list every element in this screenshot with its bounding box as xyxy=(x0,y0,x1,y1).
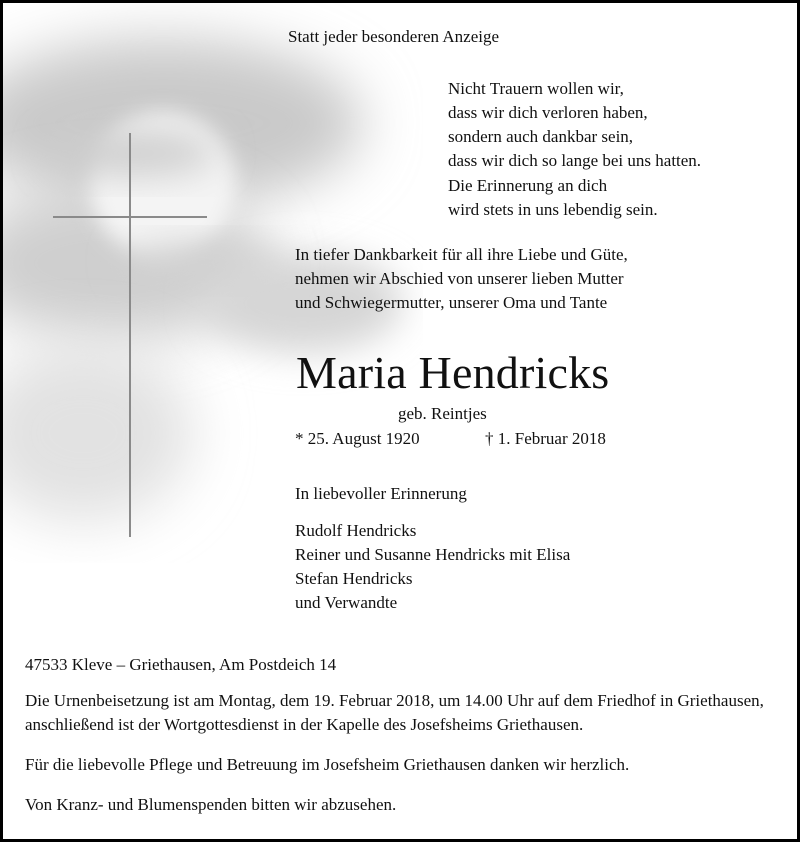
cloud-over-moon xyxy=(123,243,283,279)
poem-line: Die Erinnerung an dich xyxy=(448,176,608,195)
poem-verse-1 xyxy=(448,77,701,173)
address: 47533 Kleve – Griethausen, Am Postdeich 14 xyxy=(25,655,337,674)
deceased-name: Maria Hendricks xyxy=(296,347,610,398)
burial-info: Die Urnenbeisetzung ist am Montag, dem 19. Februar 2018, um 14.00 Uhr auf dem Friedhof in Griethausen, anschließend ist der Wortgottesdienst in der Kapelle des Josefsheims Griethausen. xyxy=(25,691,764,734)
maiden-name: geb. Reintjes xyxy=(398,404,487,423)
poem-line: sondern auch dankbar sein, xyxy=(448,127,634,146)
flower-note: Von Kranz- und Blumenspenden bitten wir abzusehen. xyxy=(25,795,397,814)
intro-text xyxy=(295,243,628,315)
memory-line: In liebevoller Erinnerung xyxy=(295,484,467,503)
birth-date: * 25. August 1920 xyxy=(295,429,420,448)
header-text: Statt jeder besonderen Anzeige xyxy=(288,27,500,46)
death-date: † 1. Februar 2018 xyxy=(485,429,606,448)
intro-line: und Schwiegermutter, unserer Oma und Tante xyxy=(295,293,608,312)
poem-verse-2 xyxy=(448,174,658,222)
family-member: und Verwandte xyxy=(295,593,398,612)
poem-line: wird stets in uns lebendig sein. xyxy=(448,200,658,219)
family-member: Stefan Hendricks xyxy=(295,569,413,588)
family-member: Rudolf Hendricks xyxy=(295,521,417,540)
poem-line: dass wir dich verloren haben, xyxy=(448,103,648,122)
poem-line: dass wir dich so lange bei uns hatten. xyxy=(448,151,702,170)
intro-line: nehmen wir Abschied von unserer lieben Mutter xyxy=(295,269,624,288)
cloud-shadow xyxy=(3,343,193,523)
cloud-over-moon xyxy=(48,131,218,175)
intro-line: In tiefer Dankbarkeit für all ihre Liebe und Güte, xyxy=(295,245,628,264)
poem-line: Nicht Trauern wollen wir, xyxy=(448,79,624,98)
family-member: Reiner und Susanne Hendricks mit Elisa xyxy=(295,545,571,564)
thanks-note: Für die liebevolle Pflege und Betreuung im Josefsheim Griethausen danken wir herzlich. xyxy=(25,755,630,774)
family-list xyxy=(295,519,570,615)
